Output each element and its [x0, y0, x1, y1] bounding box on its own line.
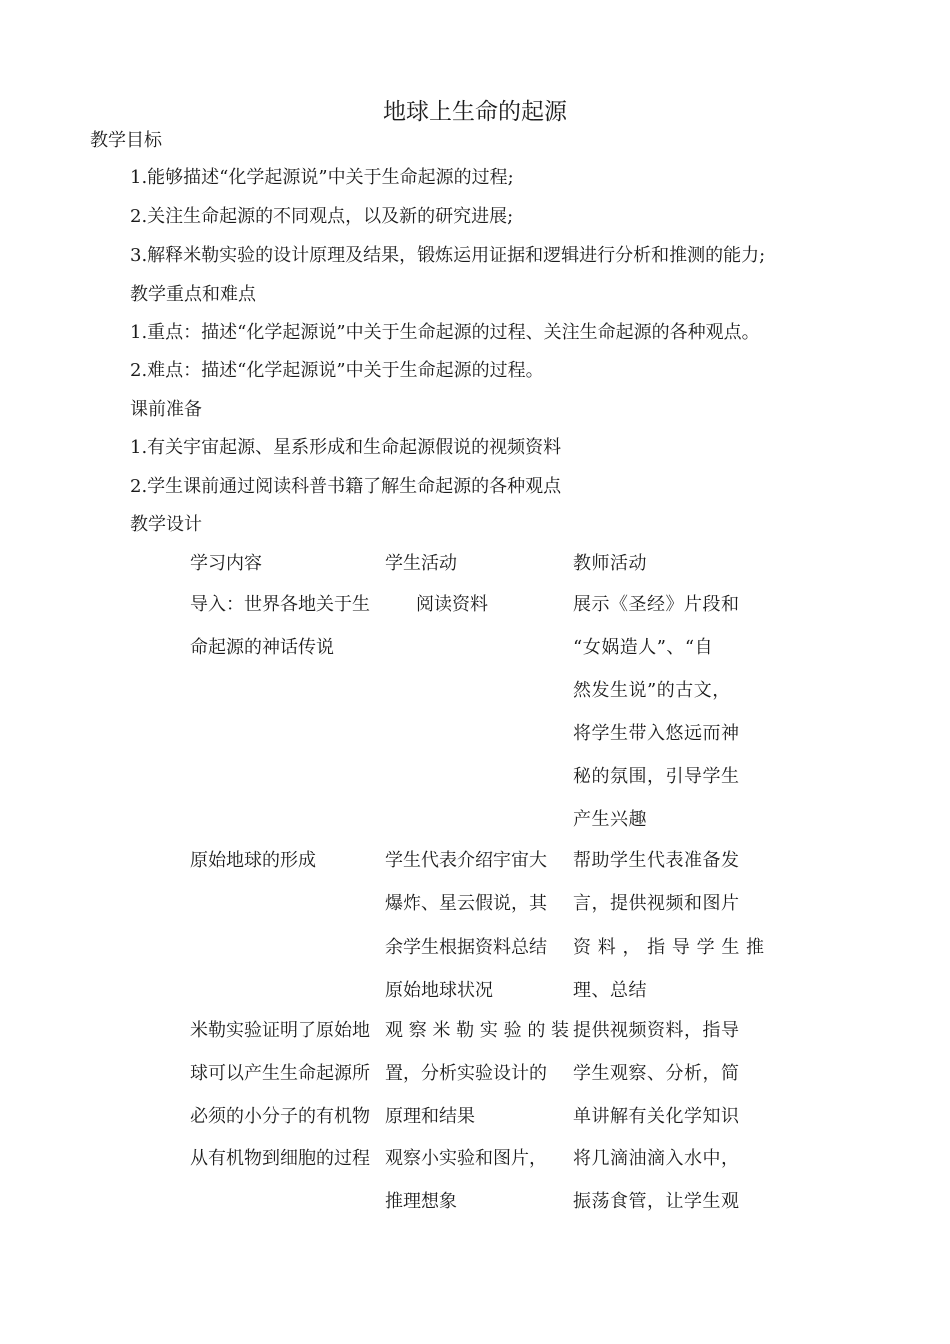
row4-teacher-line: 将几滴油滴入水中， — [573, 1148, 740, 1169]
row2-student-line: 学生代表介绍宇宙大 — [385, 850, 547, 871]
row3-student-line: 原理和结果 — [385, 1106, 475, 1127]
key-point-item: 1.重点：描述“化学起源说”中关于生命起源的过程、关注生命起源的各种观点。 — [130, 322, 760, 343]
section-heading-preparation: 课前准备 — [130, 399, 202, 420]
row2-student-line: 余学生根据资料总结 — [385, 937, 547, 958]
row3-teacher-line: 单讲解有关化学知识 — [573, 1106, 740, 1127]
preparation-item: 1.有关宇宙起源、星系形成和生命起源假说的视频资料 — [130, 437, 562, 458]
row4-student-line: 推理想象 — [385, 1191, 457, 1212]
row4-content-line: 从有机物到细胞的过程 — [190, 1148, 370, 1169]
table-header-teacher: 教师活动 — [573, 553, 647, 574]
row2-teacher-line: 帮助学生代表准备发 — [573, 850, 740, 871]
row3-content-line: 米勒实验证明了原始地 — [190, 1020, 370, 1041]
table-header-content: 学习内容 — [190, 553, 262, 574]
row1-teacher-line: 秘的氛围，引导学生 — [573, 766, 740, 787]
section-heading-key-points: 教学重点和难点 — [130, 284, 256, 305]
row2-teacher-line: 言，提供视频和图片 — [573, 893, 740, 914]
row3-teacher-line: 提供视频资料，指导 — [573, 1020, 740, 1041]
row2-student-line: 爆炸、星云假说，其 — [385, 893, 547, 914]
row1-teacher-line: 产生兴趣 — [573, 809, 647, 830]
goal-item: 3.解释米勒实验的设计原理及结果，锻炼运用证据和逻辑进行分析和推测的能力; — [130, 245, 766, 266]
row2-content-line: 原始地球的形成 — [190, 850, 316, 871]
goal-item: 1.能够描述“化学起源说”中关于生命起源的过程; — [130, 167, 514, 188]
row1-content-line: 导入：世界各地关于生 — [190, 594, 370, 615]
row2-teacher-line: 资 料 ， 指 导 学 生 推 — [573, 937, 765, 958]
row1-teacher-line: 将学生带入悠远而神 — [573, 723, 740, 744]
row1-student-line: 阅读资料 — [416, 594, 488, 615]
row2-teacher-line: 理、总结 — [573, 980, 647, 1001]
key-point-item: 2.难点：描述“化学起源说”中关于生命起源的过程。 — [130, 360, 544, 381]
row1-teacher-line: “女娲造人”、“自 — [573, 637, 714, 658]
goal-item: 2.关注生命起源的不同观点，以及新的研究进展; — [130, 206, 514, 227]
preparation-item: 2.学生课前通过阅读科普书籍了解生命起源的各种观点 — [130, 476, 562, 497]
row4-student-line: 观察小实验和图片， — [385, 1148, 547, 1169]
row1-content-line: 命起源的神话传说 — [190, 637, 334, 658]
section-heading-design: 教学设计 — [130, 514, 202, 535]
section-heading-goals: 教学目标 — [90, 130, 162, 151]
row2-student-line: 原始地球状况 — [385, 980, 493, 1001]
row3-content-line: 必须的小分子的有机物 — [190, 1106, 370, 1127]
row3-content-line: 球可以产生生命起源所 — [190, 1063, 370, 1084]
page-title: 地球上生命的起源 — [383, 99, 567, 125]
row3-student-line: 观 察 米 勒 实 验 的 装 — [385, 1020, 570, 1041]
row1-teacher-line: 展示《圣经》片段和 — [573, 594, 740, 615]
table-header-student: 学生活动 — [385, 553, 457, 574]
row3-teacher-line: 学生观察、分析，简 — [573, 1063, 740, 1084]
row3-student-line: 置，分析实验设计的 — [385, 1063, 547, 1084]
row1-teacher-line: 然发生说”的古文， — [573, 680, 731, 701]
row4-teacher-line: 振荡食管，让学生观 — [573, 1191, 740, 1212]
